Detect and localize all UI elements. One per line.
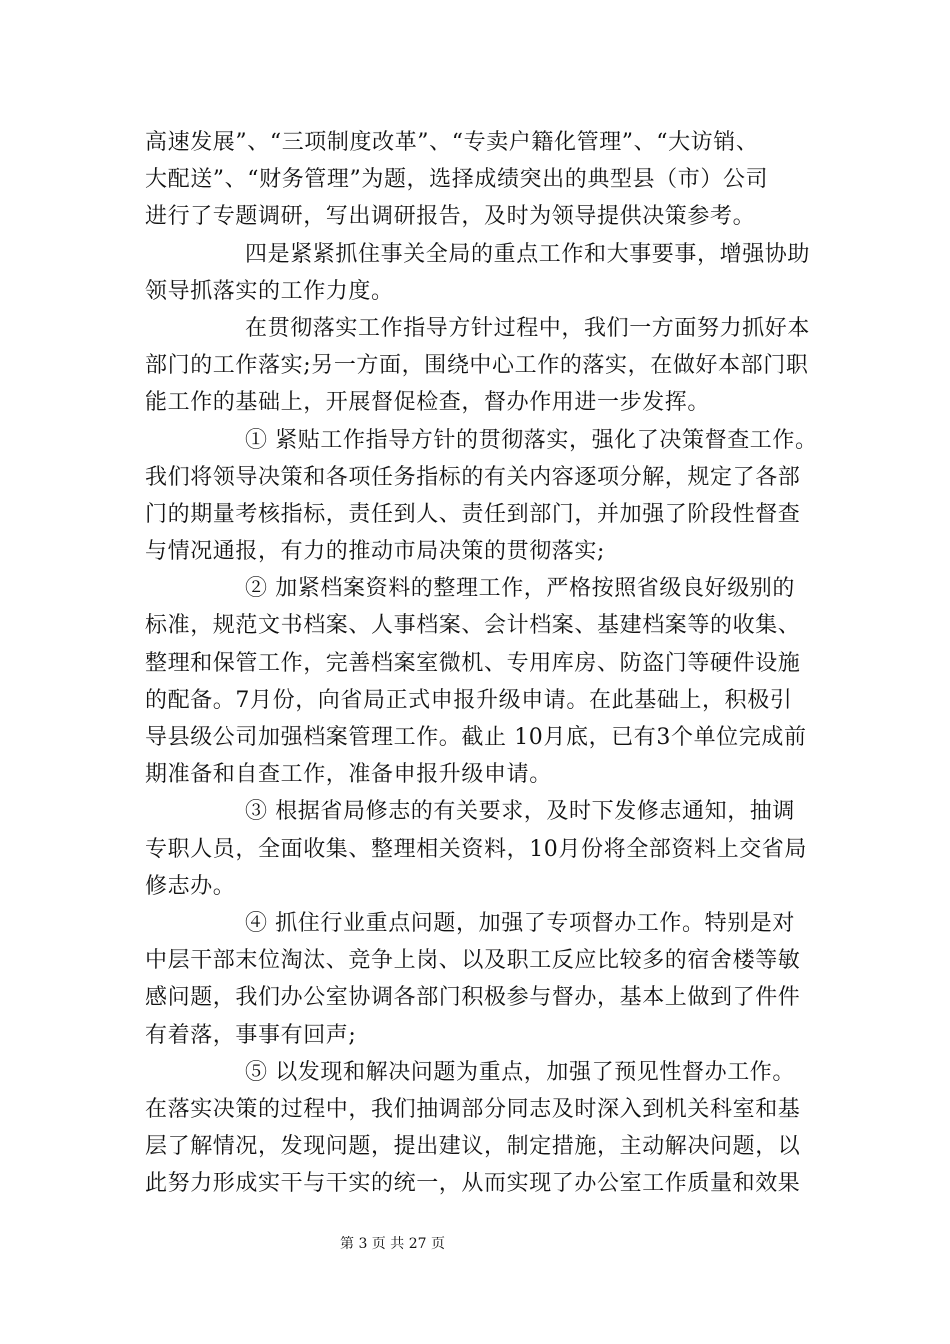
text-line: 层了解情况，发现问题，提出建议，制定措施，主动解决问题，以 [145,1134,801,1160]
text-line: 四是紧紧抓住事关全局的重点工作和大事要事，增强协助 [245,241,811,267]
text-line: 在贯彻落实工作指导方针过程中，我们一方面努力抓好本 [245,315,811,341]
text-line: 我们将领导决策和各项任务指标的有关内容逐项分解，规定了各部 [145,464,801,490]
text-line: 导县级公司加强档案管理工作。截止 10月底，已有3个单位完成前 [145,725,807,750]
text-line: 高速发展”、“三项制度改革”、“专卖户籍化管理”、“大访销、 [145,130,759,155]
text-line: ④ 抓住行业重点问题，加强了专项督办工作。特别是对 [245,910,795,936]
text-line: 标准，规范文书档案、人事档案、会计档案、基建档案等的收集、 [145,613,801,639]
text-line: 能工作的基础上，开展督促检查，督办作用进一步发挥。 [145,390,711,416]
text-line: 修志办。 [145,873,236,899]
text-line: ② 加紧档案资料的整理工作，严格按照省级良好级别的 [245,576,795,602]
text-line: 的配备。7月份，向省局正式申报升级申请。在此基础上，积极引 [145,687,793,713]
text-line: 在落实决策的过程中，我们抽调部分同志及时深入到机关科室和基 [145,1096,801,1122]
text-line: ① 紧贴工作指导方针的贯彻落实，强化了决策督查工作。 [245,427,818,453]
text-line: 感问题，我们办公室协调各部门积极参与督办，基本上做到了件件 [145,985,801,1011]
text-line: 部门的工作落实;另一方面，围绕中心工作的落实，在做好本部门职 [145,353,809,379]
text-line: 领导抓落实的工作力度。 [145,278,394,304]
text-line: 与情况通报，有力的推动市局决策的贯彻落实; [145,539,606,565]
page-footer [0,1233,950,1253]
text-line: 大配送”、“财务管理”为题，选择成绩突出的典型县（市）公司 [145,167,769,193]
text-line: ③ 根据省局修志的有关要求，及时下发修志通知，抽调 [245,799,795,825]
page-number: 第 3 页 共 27 页 [340,1236,445,1252]
text-line: ⑤ 以发现和解决问题为重点，加强了预见性督办工作。 [245,1059,795,1085]
text-line: 期准备和自查工作，准备申报升级申请。 [145,762,552,788]
text-line: 门的期量考核指标，责任到人、责任到部门，并加强了阶段性督查 [145,501,801,527]
text-line: 专职人员，全面收集、整理相关资料，10月份将全部资料上交省局 [145,836,807,862]
text-line: 进行了专题调研，写出调研报告，及时为领导提供决策参考。 [145,204,756,230]
text-line: 此努力形成实干与干实的统一，从而实现了办公室工作质量和效果 [145,1171,801,1197]
text-line: 整理和保管工作，完善档案室微机、专用库房、防盗门等硬件设施 [145,650,801,676]
document-body [145,124,818,1202]
text-line: 有着落，事事有回声; [145,1022,357,1048]
text-line: 中层干部末位淘汰、竞争上岗、以及职工反应比较多的宿舍楼等敏 [145,948,801,974]
